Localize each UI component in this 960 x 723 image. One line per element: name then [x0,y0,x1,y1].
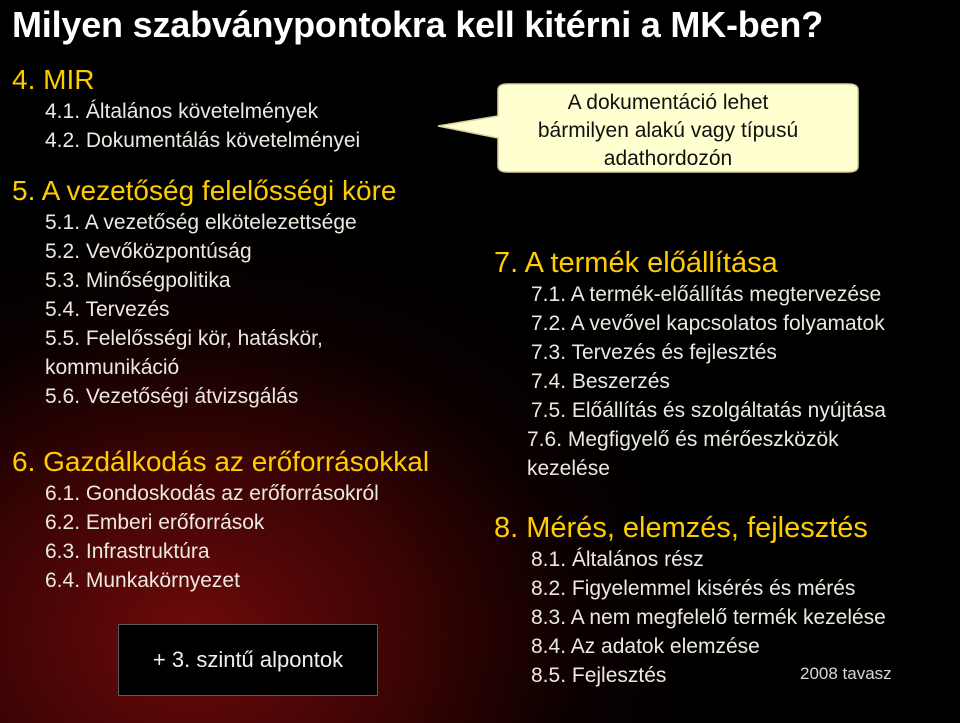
section-8-item: 8.3. A nem megfelelő termék kezelése [531,606,886,629]
section-8-item: 8.4. Az adatok elemzése [531,635,760,658]
section-7-item: 7.3. Tervezés és fejlesztés [531,341,777,364]
section-5-item: 5.2. Vevőközpontúság [45,240,252,263]
section-8-heading: 8. Mérés, elemzés, fejlesztés [494,512,868,544]
section-7-item: 7.4. Beszerzés [531,370,670,393]
slide-title: Milyen szabványpontokra kell kitérni a MK-ben? [12,4,823,45]
section-4-item: 4.2. Dokumentálás követelményei [45,129,361,152]
section-6-item: 6.1. Gondoskodás az erőforrásokról [45,482,379,505]
section-5-item: 5.1. A vezetőség elkötelezettsége [45,211,357,234]
section-4-item: 4.1. Általános követelmények [45,100,319,123]
section-6-item: 6.2. Emberi erőforrások [45,511,265,534]
callout-text [478,89,858,173]
callout-line: A dokumentáció lehet [567,91,769,114]
section-7 [494,246,887,483]
callout-line: adathordozón [603,147,733,170]
section-6-item: 6.4. Munkakörnyezet [45,569,240,592]
section-5-item: 5.5. Felelősségi kör, hatáskör, kommunikáció [45,327,323,379]
section-6-item: 6.3. Infrastruktúra [45,540,210,563]
section-5-item: 5.6. Vezetőségi átvizsgálás [45,385,299,408]
callout-line: bármilyen alakú vagy típusú [537,119,799,142]
section-5 [12,174,396,411]
callout-bubble [478,84,858,176]
section-6-heading: 6. Gazdálkodás az erőforrásokkal [12,446,430,477]
section-5-item: 5.4. Tervezés [45,298,170,321]
section-4-heading: 4. MIR [12,64,95,95]
section-7-item: 7.6. Megfigyelő és mérőeszközök kezelése [527,428,839,480]
section-7-heading: 7. A termék előállítása [494,247,778,279]
section-8-item: 8.5. Fejlesztés [531,664,667,687]
section-7-item: 7.2. A vevővel kapcsolatos folyamatok [531,312,885,335]
sublevel-note: + 3. szintű alpontok [118,624,378,696]
section-7-item: 7.1. A termék-előállítás megtervezése [531,283,882,306]
section-8-item: 8.2. Figyelemmel kisérés és mérés [531,577,856,600]
footer-date: 2008 tavasz [800,664,892,683]
section-7-item: 7.5. Előállítás és szolgáltatás nyújtása [531,399,886,422]
section-6 [12,445,429,595]
section-8-item: 8.1. Általános rész [531,548,704,571]
section-5-item: 5.3. Minőségpolitika [45,269,231,292]
section-4 [12,63,360,155]
section-5-heading: 5. A vezetőség felelősségi köre [12,175,397,206]
